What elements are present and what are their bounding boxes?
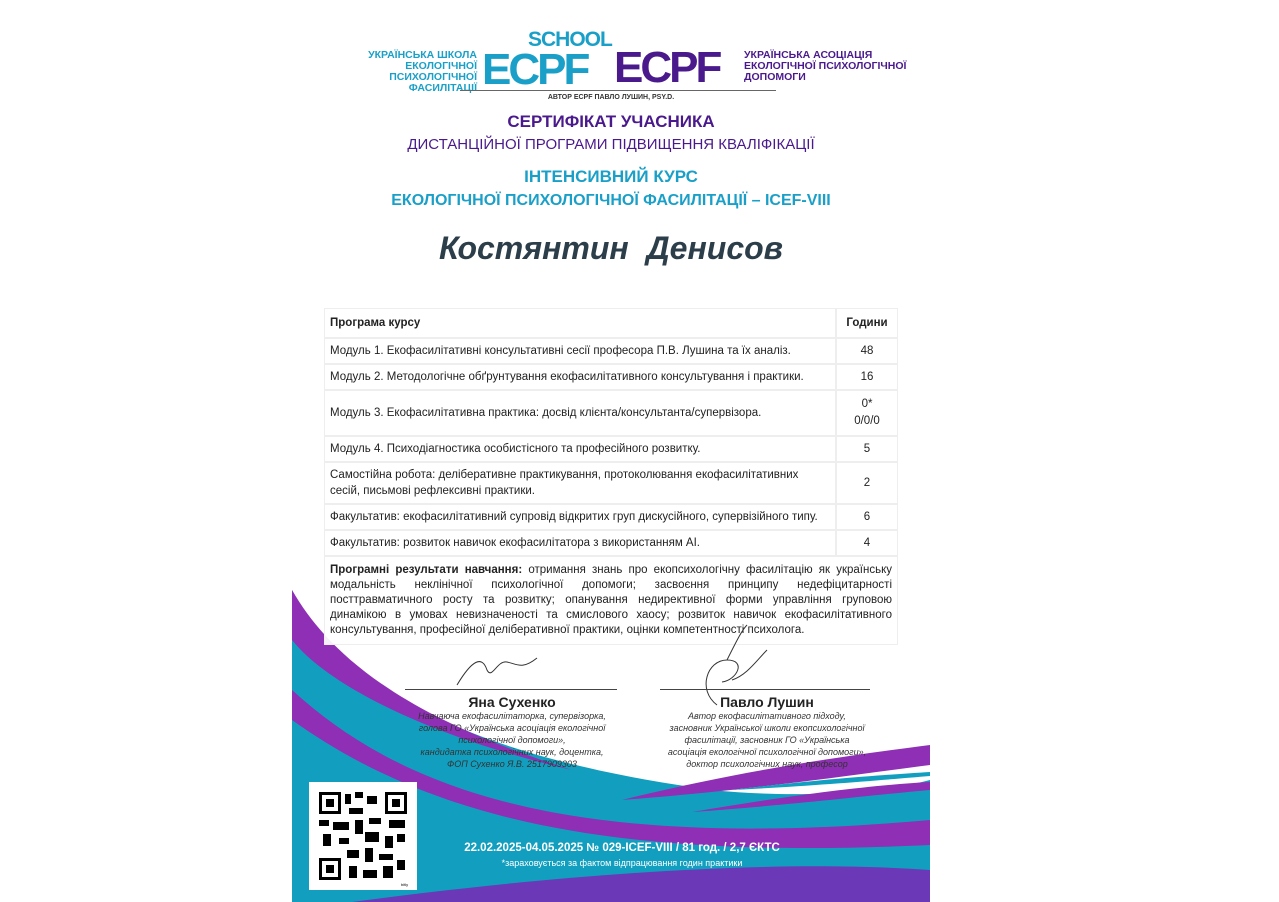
learning-results [325,557,897,644]
table-row [325,505,897,529]
signer-title: фасилітації, засновник ГО «Українська [684,735,850,745]
signer-name: Яна Сухенко [468,694,556,710]
table-row [325,531,897,555]
hours-breakdown: 0/0/0 [854,415,880,427]
col-hours: Години [837,309,897,337]
row-name: Факультатив: розвиток навичок екофасилітатора з використанням АІ. [325,531,835,555]
row-name: Модуль 1. Екофасилітативні консультативні сесії професора П.В. Лушина та їх аналіз. [325,339,835,363]
signature-line [405,689,617,690]
signature-suhenko [452,650,542,690]
author-line: АВТОР ECPF ПАВЛО ЛУШИН, PSY.D. [547,94,675,101]
hours-value: 0* [861,398,873,410]
certificate [292,0,930,902]
row-hours [837,391,897,435]
assoc-name-2: ЕКОЛОГІЧНОЇ ПСИХОЛОГІЧНОЇ [744,60,907,72]
table-row [325,463,897,503]
row-name: Модуль 3. Екофасилітативна практика: досвід клієнта/консультанта/супервізора. [325,391,835,435]
assoc-name: УКРАЇНСЬКА АСОЦІАЦІЯ [744,49,873,61]
school-logo-text: ECPF [482,45,588,94]
signer-title: доктор психологічних наук, професор [686,759,848,769]
signer-title: Навчаюча екофасилітаторка, супервізорка, [418,711,606,721]
school-name: УКРАЇНСЬКА ШКОЛА [368,49,477,61]
program-table [323,307,899,646]
school-logo [482,28,612,94]
table-row [325,339,897,363]
certificate-title: СЕРТИФІКАТ УЧАСНИКА [507,112,715,131]
table-row [325,391,897,435]
association-logo: ECPF [614,43,720,92]
signer-title: асоціація екологічної психологічної допомоги», [667,747,867,757]
signer-title: ФОП Сухенко Я.В. 2517909303 [447,759,577,769]
results-row [325,557,897,644]
school-name-3: ФАСИЛІТАЦІЇ [408,82,477,94]
table-row [325,365,897,389]
signer-title: кандидатка психологічних наук, доцентка, [420,747,604,757]
program-type: ДИСТАНЦІЙНОЇ ПРОГРАМИ ПІДВИЩЕННЯ КВАЛІФІКАЦІЇ [407,136,815,153]
footnote: *зараховується за фактом відпрацювання годин практики [501,858,743,868]
qr-code-icon [309,782,417,890]
signer-title: голова ГО «Українська асоціація екологічної [418,723,606,733]
signer-title: Автор екофасилітативного підходу, [688,711,846,721]
qr-code[interactable] [309,782,417,890]
qr-brand: bitly [401,882,409,887]
signer-title: психологічної допомоги», [458,735,566,745]
row-hours: 2 [837,463,897,503]
course-subtitle: ЕКОЛОГІЧНОЇ ПСИХОЛОГІЧНОЇ ФАСИЛІТАЦІЇ – ICEF-VIII [391,192,831,209]
row-hours: 4 [837,531,897,555]
row-name: Модуль 4. Психодіагностика особистісного та професійного розвитку. [325,437,835,461]
school-logo-top: SCHOOL [528,28,612,51]
row-hours: 16 [837,365,897,389]
table-row [325,437,897,461]
results-label: Програмні результати навчання: [330,564,523,576]
school-name-2: ЕКОЛОГІЧНОЇ ПСИХОЛОГІЧНОЇ [389,60,477,83]
row-hours: 6 [837,505,897,529]
row-hours: 48 [837,339,897,363]
row-name: Модуль 2. Методологічне обґрунтування екофасилітативного консультування і практики. [325,365,835,389]
recipient-name: Костянтин Денисов [439,230,783,266]
certificate-number: 22.02.2025-04.05.2025 № 029-ICEF-VIII / 81 год. / 2,7 ЄКТС [464,842,780,854]
signer-title: засновник Української школи екопсихологічної [669,723,865,733]
col-program: Програма курсу [325,309,835,337]
signature-line [660,689,870,690]
row-name: Факультатив: екофасилітативний супровід відкритих груп дискусійного, супервізійного типу. [325,505,835,529]
header-divider [460,90,776,91]
course-title: ІНТЕНСИВНИЙ КУРС [524,167,698,186]
row-name: Самостійна робота: деліберативне практикування, протоколювання екофасилітативних сесій, письмові рефлексивні практики. [325,463,835,503]
row-hours: 5 [837,437,897,461]
results-text: отримання знань про екопсихологічну фасилітацію як українську модальність неклінічної психологічної допомоги; засвоєння принципу недефіцитарності посттравматичного росту та розвитку; опанування недирективної форми управління груповою динамікою в умовах невизначеності та смислового хаосу; розвиток навичок екофасилітативного консультування, професійної деліберативної практики, оцінки компетентності психолога. [330,564,892,636]
assoc-name-3: ДОПОМОГИ [744,71,806,83]
signer-name: Павло Лушин [720,694,814,710]
